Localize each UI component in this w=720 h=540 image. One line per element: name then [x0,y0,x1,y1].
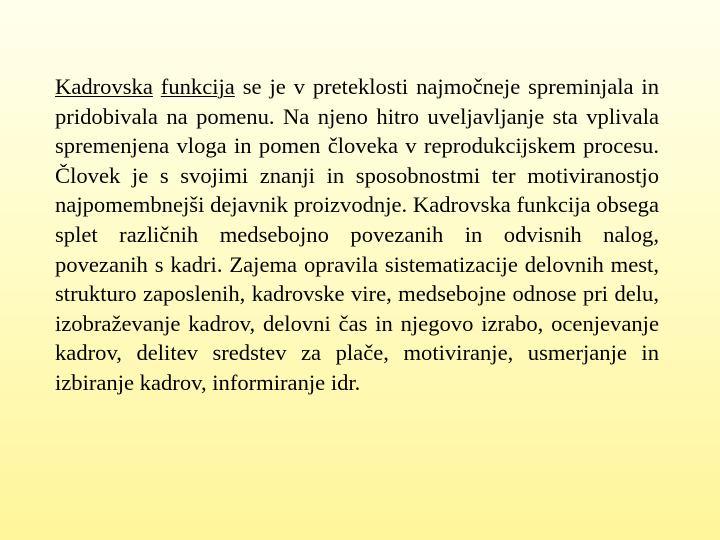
paragraph-body-text: se je v preteklosti najmočneje spreminjala in pridobivala na pomenu. Na njeno hitro uveljavljanje sta vplivala spremenjena vloga in pomen človeka v reprodukcijskem procesu. Človek je s svojimi znanji in sposobnostmi ter motiviranostjo najpomembnejši dejavnik proizvodnje. Kadrovska funkcija obsega splet različnih medsebojno povezanih in odvisnih nalog, povezanih s kadri. Zajema opravila sistematizacije delovnih mest, strukturo zaposlenih, kadrovske vire, medsebojne odnose pri delu, izobraževanje kadrov, delovni čas in njegovo izrabo, ocenjevanje kadrov, delitev sredstev za plače, motiviranje, usmerjanje in izbiranje kadrov, informiranje idr. [55,74,659,395]
term-funkcija: funkcija [160,74,235,99]
body-paragraph [55,72,659,398]
term-kadrovska: Kadrovska [55,74,153,99]
